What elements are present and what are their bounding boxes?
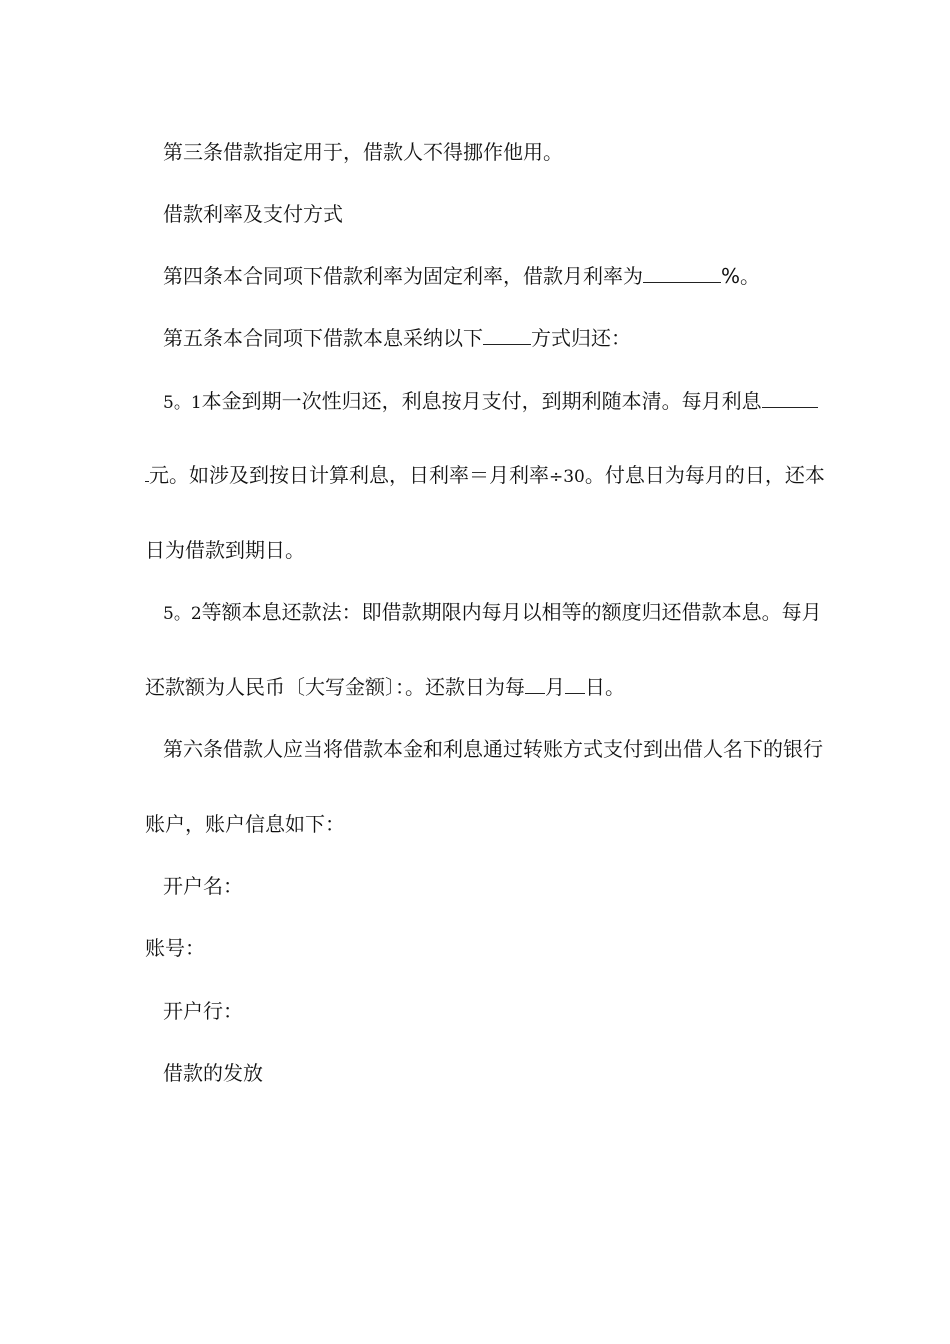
article-6: 第六条借款人应当将借款本金和利息通过转账方式支付到出借人名下的银行	[163, 737, 823, 761]
clause-5-2-line-2	[145, 673, 625, 701]
article-5-text: 第五条本合同项下借款本息采纳以下	[163, 326, 483, 350]
month-blank[interactable]	[525, 675, 545, 694]
clause-5-2-line-2-text: 还款额为人民币〔大写金额〕：。还款日为每	[145, 675, 525, 699]
clause-5-2	[163, 598, 822, 628]
bank-label: 开户行：	[163, 999, 243, 1023]
section-heading-disbursement: 借款的发放	[163, 1061, 263, 1085]
day-blank[interactable]	[565, 675, 585, 694]
clause-5-2-number: 5。2	[163, 604, 202, 624]
section-heading-rate: 借款利率及支付方式	[163, 202, 343, 226]
article-3: 第三条借款指定用于，借款人不得挪作他用。	[163, 140, 563, 164]
account-name-label: 开户名：	[163, 874, 243, 898]
clause-5-1-line-2-tail: 。付息日为每月的日，还本	[584, 463, 825, 487]
clause-5-1-line-2-text: 元。如涉及到按日计算利息，日利率＝月利率	[149, 463, 549, 487]
clause-5-1	[163, 387, 818, 417]
rate-blank[interactable]	[643, 264, 721, 283]
clause-5-2-text: 等额本息还款法：即借款期限内每月以相等的额度归还借款本息。每月	[201, 600, 822, 624]
article-5	[163, 324, 631, 352]
clause-5-1-text: 本金到期一次性归还，利息按月支付，到期利随本清。每月利息	[201, 389, 762, 413]
day-label: 日。	[585, 675, 625, 699]
article-4-suffix: %。	[721, 264, 761, 288]
clause-5-1-line-2	[145, 461, 825, 491]
division-30: ÷30	[549, 467, 585, 487]
clause-5-1-number: 5。1	[163, 393, 202, 413]
article-5-suffix: 方式归还：	[531, 326, 631, 350]
clause-5-1-line-3: 日为借款到期日。	[145, 538, 305, 562]
article-4-text: 第四条本合同项下借款利率为固定利率，借款月利率为	[163, 264, 643, 288]
article-6-line-2: 账户，账户信息如下：	[145, 812, 345, 836]
article-4	[163, 262, 760, 290]
month-label: 月	[545, 675, 565, 699]
interest-blank[interactable]	[762, 389, 818, 408]
account-number-label: 账号：	[145, 936, 205, 960]
method-blank[interactable]	[483, 326, 531, 345]
